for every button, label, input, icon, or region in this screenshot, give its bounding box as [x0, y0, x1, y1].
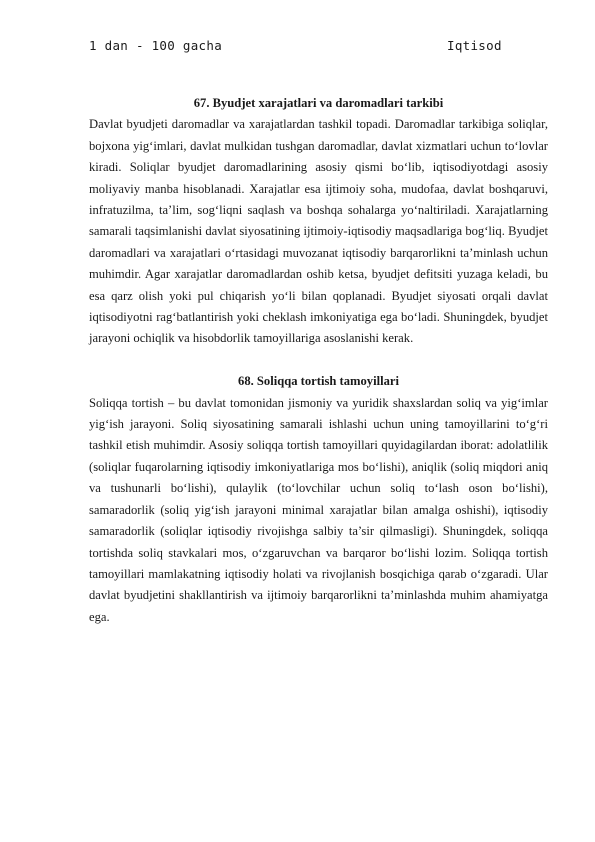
header-subject-label: Iqtisod [447, 38, 502, 53]
header-range-label: 1 dan - 100 gacha [89, 38, 223, 53]
section-spacer [89, 350, 548, 371]
page-header [89, 38, 509, 56]
section-body-67: Davlat byudjeti daromadlar va xarajatlardan tashkil topadi. Daromadlar tarkibiga soliqlar, bojxona yig‘imlari, davlat mulkidan tushgan daromadlar, davlat xizmatlari uchun to‘lovlar kiradi. Soliqlar byudjet daromadlarining asosiy qismi bo‘lib, iqtisodiyotdagi asosiy moliyaviy manba hisoblanadi. Xarajatlar esa ijtimoiy soha, mudofaa, davlat boshqaruvi, infratuzilma, ta’lim, sog‘liqni saqlash va boshqa sohalarga yo‘naltiriladi. Xarajatlarning samarali taqsimlanishi davlat siyosatining ijtimoiy-iqtisodiy maqsadlariga bog‘liq. Byudjet daromadlari va xarajatlari o‘rtasidagi muvozanat iqtisodiy barqarorlikni ta’minlash uchun muhimdir. Agar xarajatlar daromadlardan oshib ketsa, byudjet defitsiti yuzaga keladi, bu esa qarz olish yoki pul chiqarish yo‘li bilan qoplanadi. Byudjet siyosati orqali davlat iqtisodiyotni rag‘batlantirish yoki cheklash imkoniyatiga ega bo‘ladi. Shuningdek, byudjet jarayoni ochiqlik va hisobdorlik tamoyillariga asoslanishi kerak. [89, 117, 548, 346]
section-title-68: 68. Soliqqa tortish tamoyillari [238, 374, 399, 389]
section-body-68: Soliqqa tortish – bu davlat tomonidan jismoniy va yuridik shaxslardan soliq va yig‘imlar yig‘ish jarayoni. Soliq siyosatining samarali ishlashi uchun uning tamoyillarini to‘g‘ri tashkil etish muhimdir. Asosiy soliqqa tortish tamoyillari quyidagilardan iborat: adolatlilik (soliqlar fuqarolarning iqtisodiy imkoniyatlariga mos bo‘lishi), aniqlik (soliq miqdori aniq va tushunarli bo‘lishi), qulaylik (to‘lovchilar uchun soliq to‘lash oson bo‘lishi), samaradorlik (soliq yig‘ish jarayoni minimal xarajatlar bilan amalga oshishi), iqtisodiy samaradorlik (soliqlar iqtisodiy rivojishga salbiy ta’sir qilmasligi). Shuningdek, soliqqa tortishda soliq stavkalari mos, o‘zgaruvchan va barqaror bo‘lishi lozim. Soliqqa tortish tamoyillari mamlakatning iqtisodiy holati va rivojlanish bosqichiga qarab o‘zgaradi. Ular davlat byudjetini shakllantirish va ijtimoiy barqarorlikni ta’minlashda muhim ahamiyatga ega. [89, 395, 548, 624]
section-title-67: 67. Byudjet xarajatlari va daromadlari tarkibi [193, 96, 444, 110]
document-body [89, 93, 548, 628]
